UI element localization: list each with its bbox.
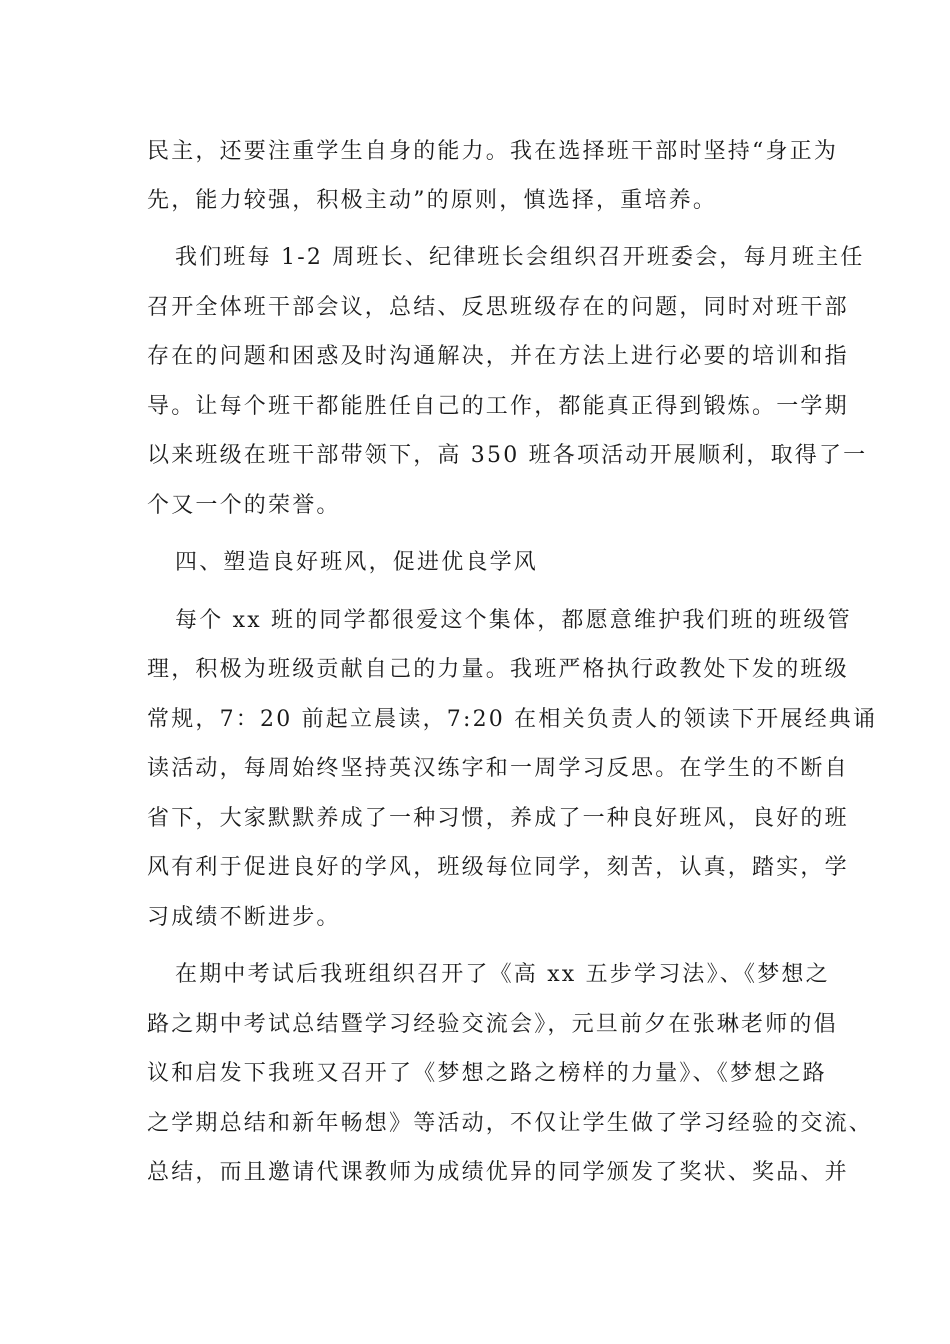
- text-line: 个又一个的荣誉。: [147, 493, 341, 518]
- text-line: 风有利于促进良好的学风，班级每位同学，刻苦，认真，踏实，学: [147, 855, 849, 880]
- text-line: 议和启发下我班又召开了《梦想之路之榜样的力量》、《梦想之路: [147, 1061, 827, 1086]
- text-line: 导。让每个班干都能胜任自己的工作，都能真正得到锻炼。一学期: [147, 394, 849, 419]
- text-line: 每个 xx 班的同学都很爱这个集体，都愿意维护我们班的班级管: [175, 608, 852, 633]
- section-heading: 四、塑造良好班风，促进优良学风: [175, 550, 539, 575]
- text-line: 民主，还要注重学生自身的能力。我在选择班干部时坚持“身正为: [147, 139, 839, 164]
- text-line: 先，能力较强，积极主动”的原则，慎选择，重培养。: [147, 188, 718, 213]
- text-line: 读活动，每周始终坚持英汉练字和一周学习反思。在学生的不断自: [147, 756, 849, 781]
- text-line: 常规，7：20 前起立晨读，7:20 在相关负责人的领读下开展经典诵: [147, 707, 878, 732]
- text-line: 存在的问题和困惑及时沟通解决，并在方法上进行必要的培训和指: [147, 344, 849, 369]
- text-line: 习成绩不断进步。: [147, 905, 341, 930]
- text-line: 我们班每 1-2 周班长、纪律班长会组织召开班委会，每月班主任: [175, 245, 865, 270]
- text-line: 理，积极为班级贡献自己的力量。我班严格执行政教处下发的班级: [147, 657, 849, 682]
- text-line: 总结，而且邀请代课教师为成绩优异的同学颁发了奖状、奖品、并: [147, 1160, 849, 1185]
- text-line: 省下，大家默默养成了一种习惯，养成了一种良好班风，良好的班: [147, 806, 849, 831]
- text-line: 召开全体班干部会议，总结、反思班级存在的问题，同时对班干部: [147, 295, 849, 320]
- text-line: 以来班级在班干部带领下，高 350 班各项活动开展顺利，取得了一: [147, 443, 868, 468]
- text-line: 之学期总结和新年畅想》等活动，不仅让学生做了学习经验的交流、: [147, 1111, 874, 1136]
- text-line: 在期中考试后我班组织召开了《高 xx 五步学习法》、《梦想之: [175, 962, 830, 987]
- text-line: 路之期中考试总结暨学习经验交流会》，元旦前夕在张琳老师的倡: [147, 1012, 838, 1037]
